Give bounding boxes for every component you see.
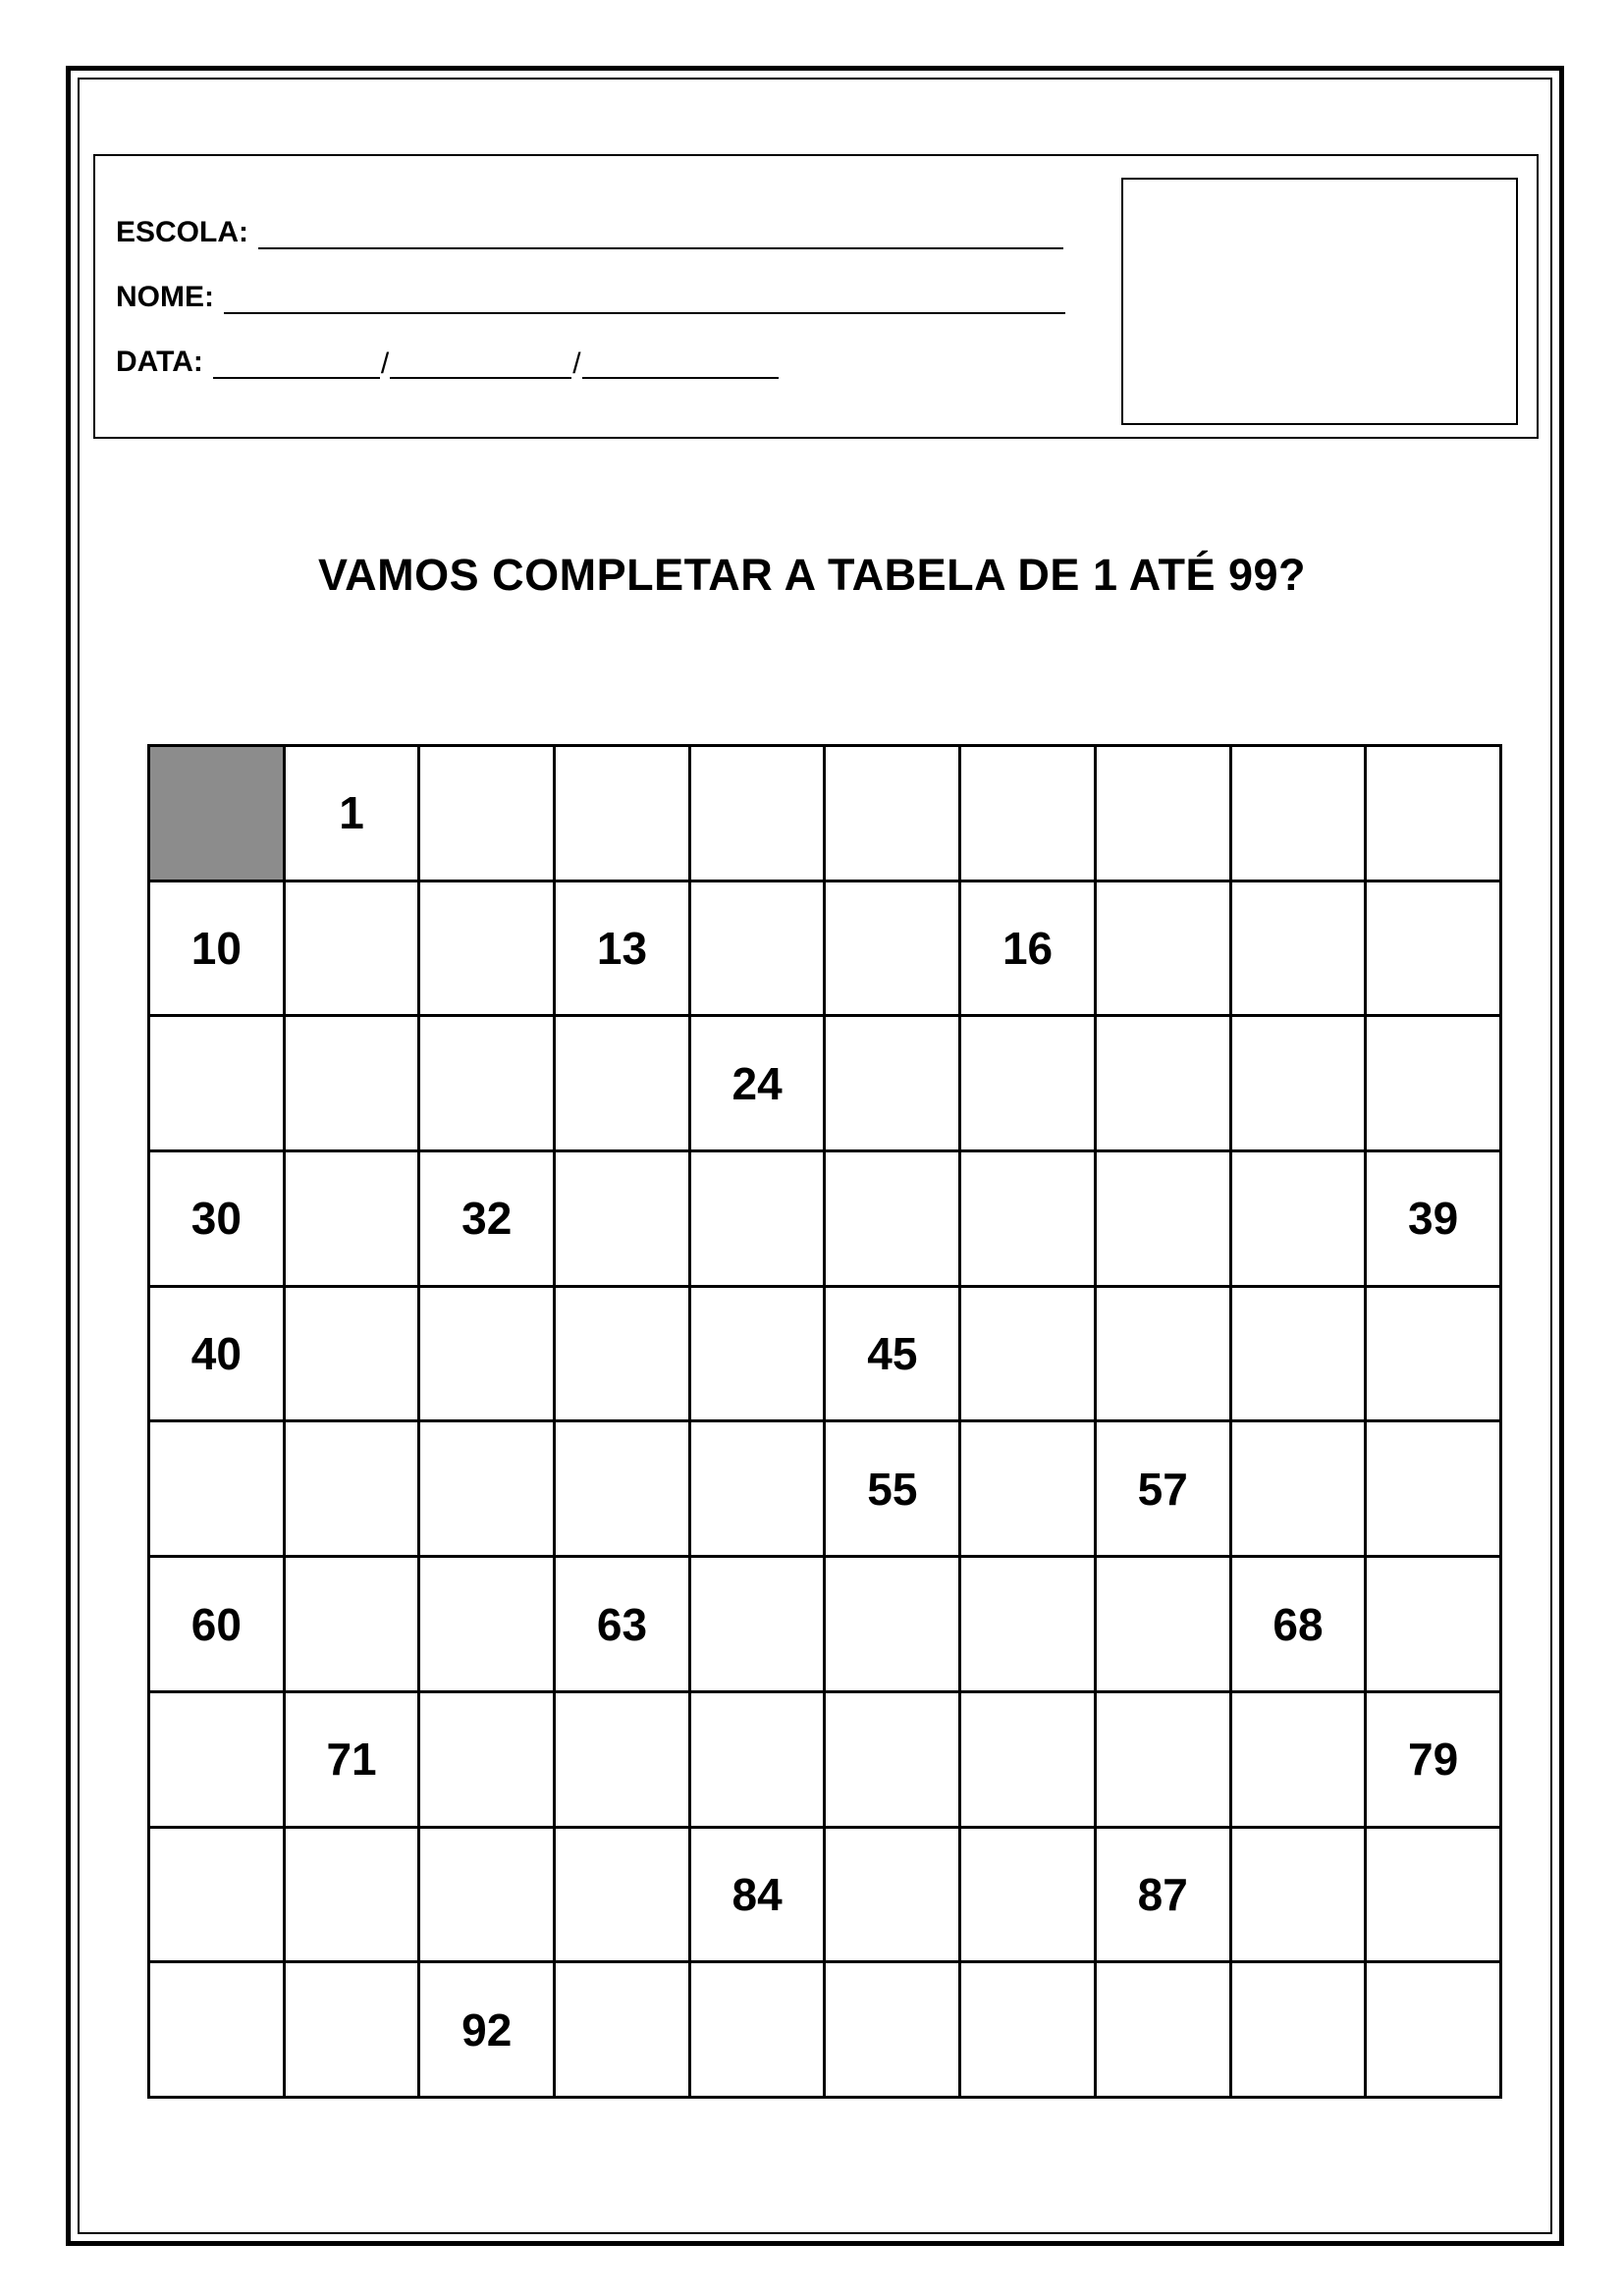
- table-cell[interactable]: [1232, 1288, 1368, 1423]
- table-cell[interactable]: [691, 1288, 827, 1423]
- table-cell[interactable]: [1232, 1963, 1368, 2099]
- escola-input-line[interactable]: [258, 220, 1063, 249]
- table-cell[interactable]: 40: [150, 1288, 286, 1423]
- table-cell[interactable]: 13: [556, 882, 691, 1018]
- table-cell[interactable]: 87: [1097, 1829, 1232, 1964]
- table-cell[interactable]: [1367, 1829, 1502, 1964]
- table-cell[interactable]: [961, 1017, 1097, 1152]
- data-label: DATA:: [116, 346, 203, 378]
- data-year-line[interactable]: [582, 349, 779, 379]
- date-separator: /: [380, 347, 390, 380]
- table-cell[interactable]: [1097, 1963, 1232, 2099]
- table-cell[interactable]: [826, 882, 961, 1018]
- table-cell[interactable]: [556, 1829, 691, 1964]
- nome-input-line[interactable]: [224, 285, 1065, 314]
- table-cell[interactable]: [961, 747, 1097, 882]
- table-cell[interactable]: [691, 1963, 827, 2099]
- table-cell[interactable]: [286, 1829, 421, 1964]
- table-cell[interactable]: [556, 1693, 691, 1829]
- table-cell[interactable]: [286, 1152, 421, 1288]
- table-cell[interactable]: [420, 1693, 556, 1829]
- table-cell[interactable]: 30: [150, 1152, 286, 1288]
- table-cell[interactable]: [150, 1017, 286, 1152]
- table-cell[interactable]: [1097, 882, 1232, 1018]
- table-cell[interactable]: [826, 1693, 961, 1829]
- table-cell[interactable]: 32: [420, 1152, 556, 1288]
- table-cell[interactable]: [556, 1152, 691, 1288]
- table-cell[interactable]: [420, 1422, 556, 1558]
- table-cell[interactable]: 92: [420, 1963, 556, 2099]
- table-cell[interactable]: [1367, 882, 1502, 1018]
- table-cell[interactable]: 10: [150, 882, 286, 1018]
- table-cell[interactable]: [420, 747, 556, 882]
- table-cell[interactable]: [826, 747, 961, 882]
- table-cell[interactable]: [150, 1422, 286, 1558]
- shaded-cell: [150, 747, 286, 882]
- nome-field: [116, 279, 1065, 314]
- table-cell[interactable]: [420, 1017, 556, 1152]
- table-cell[interactable]: [961, 1693, 1097, 1829]
- table-cell[interactable]: [961, 1422, 1097, 1558]
- table-cell[interactable]: [961, 1152, 1097, 1288]
- table-cell[interactable]: [826, 1963, 961, 2099]
- table-cell[interactable]: [1097, 1152, 1232, 1288]
- table-cell[interactable]: 24: [691, 1017, 827, 1152]
- nome-label: NOME:: [116, 281, 214, 313]
- table-cell[interactable]: [691, 1693, 827, 1829]
- page-title: VAMOS COMPLETAR A TABELA DE 1 ATÉ 99?: [317, 550, 1307, 600]
- table-cell[interactable]: [150, 1829, 286, 1964]
- table-cell[interactable]: [691, 1152, 827, 1288]
- table-cell[interactable]: 39: [1367, 1152, 1502, 1288]
- table-cell[interactable]: [1232, 1693, 1368, 1829]
- table-cell[interactable]: 1: [286, 747, 421, 882]
- photo-box: [1121, 178, 1518, 425]
- table-cell[interactable]: [691, 747, 827, 882]
- number-table: [147, 744, 1502, 2099]
- table-cell[interactable]: [826, 1152, 961, 1288]
- table-cell[interactable]: 55: [826, 1422, 961, 1558]
- table-cell[interactable]: [286, 1422, 421, 1558]
- table-cell[interactable]: [556, 1288, 691, 1423]
- data-day-line[interactable]: [213, 349, 380, 379]
- table-cell[interactable]: [961, 1963, 1097, 2099]
- table-cell[interactable]: 84: [691, 1829, 827, 1964]
- table-cell[interactable]: 57: [1097, 1422, 1232, 1558]
- table-cell[interactable]: [691, 882, 827, 1018]
- table-cell[interactable]: [1232, 1829, 1368, 1964]
- table-cell[interactable]: [420, 1829, 556, 1964]
- table-cell[interactable]: 68: [1232, 1558, 1368, 1693]
- table-cell[interactable]: [691, 1558, 827, 1693]
- table-cell[interactable]: 45: [826, 1288, 961, 1423]
- table-cell[interactable]: [420, 1558, 556, 1693]
- table-cell[interactable]: [691, 1422, 827, 1558]
- table-cell[interactable]: [1367, 747, 1502, 882]
- table-cell[interactable]: [1232, 1017, 1368, 1152]
- table-cell[interactable]: [556, 747, 691, 882]
- table-cell[interactable]: [286, 1558, 421, 1693]
- table-cell[interactable]: [556, 1017, 691, 1152]
- table-cell[interactable]: [1097, 747, 1232, 882]
- table-cell[interactable]: [1097, 1288, 1232, 1423]
- table-cell[interactable]: [961, 1288, 1097, 1423]
- table-cell[interactable]: [1367, 1422, 1502, 1558]
- table-cell[interactable]: [1232, 1152, 1368, 1288]
- table-cell[interactable]: 79: [1367, 1693, 1502, 1829]
- table-cell[interactable]: [420, 1288, 556, 1423]
- table-cell[interactable]: [1097, 1017, 1232, 1152]
- table-cell[interactable]: 71: [286, 1693, 421, 1829]
- table-cell[interactable]: [150, 1963, 286, 2099]
- table-cell[interactable]: [826, 1017, 961, 1152]
- table-cell[interactable]: [826, 1829, 961, 1964]
- data-month-line[interactable]: [390, 349, 571, 379]
- table-cell[interactable]: [1097, 1693, 1232, 1829]
- table-cell[interactable]: [556, 1422, 691, 1558]
- data-field: [116, 344, 779, 379]
- table-cell[interactable]: [420, 882, 556, 1018]
- table-cell[interactable]: [1367, 1963, 1502, 2099]
- escola-label: ESCOLA:: [116, 216, 248, 248]
- table-cell[interactable]: [286, 1963, 421, 2099]
- table-cell[interactable]: [1367, 1558, 1502, 1693]
- table-cell[interactable]: [1232, 882, 1368, 1018]
- table-cell[interactable]: [1367, 1017, 1502, 1152]
- table-cell[interactable]: [961, 1558, 1097, 1693]
- table-cell[interactable]: 63: [556, 1558, 691, 1693]
- table-cell[interactable]: [286, 1288, 421, 1423]
- table-cell[interactable]: [1232, 747, 1368, 882]
- table-cell[interactable]: 16: [961, 882, 1097, 1018]
- table-cell[interactable]: [150, 1693, 286, 1829]
- table-cell[interactable]: [286, 1017, 421, 1152]
- table-cell[interactable]: [826, 1558, 961, 1693]
- table-cell[interactable]: 60: [150, 1558, 286, 1693]
- date-separator: /: [572, 347, 581, 380]
- table-cell[interactable]: [961, 1829, 1097, 1964]
- table-cell[interactable]: [1097, 1558, 1232, 1693]
- table-cell[interactable]: [1232, 1422, 1368, 1558]
- table-cell[interactable]: [1367, 1288, 1502, 1423]
- escola-field: [116, 214, 1063, 249]
- table-cell[interactable]: [286, 882, 421, 1018]
- table-cell[interactable]: [556, 1963, 691, 2099]
